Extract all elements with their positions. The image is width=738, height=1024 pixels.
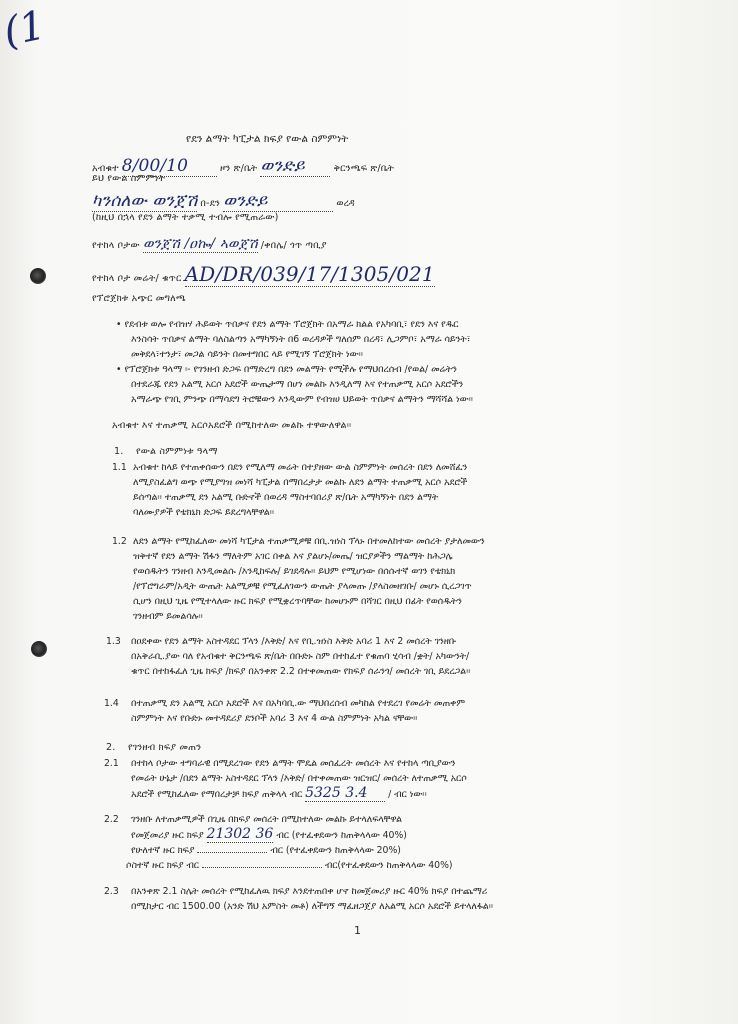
address-suffix: /ቀበሌ/ ጎጥ ጣቢያ — [260, 240, 327, 251]
punch-hole-bottom — [31, 641, 47, 657]
clause-line: አደሮች የሚከፈለው የማበረታቻ ክፍያ ጠቅላላ ብር — [131, 789, 303, 800]
total-amount-value: 5325 3.4 — [305, 786, 385, 802]
clause-line: በሚከታር ብር 1500.00 (አንድ ሽህ አምስት መቶ) ለችግኝ ማፈዘጋጀያ ለአልሚ አርሶ አደሮች ይተላለፋል፡፡ — [131, 901, 494, 912]
party-value: ካንሰለው ወንጀሽ — [92, 191, 198, 211]
clause-line: ዝቅተኛ የደን ልማት ሽፋን ማለትም አገር በቀል እና ያልሆኑ/መጤ/ ዝርያዎችን ማልማት ከሕጋሌ — [133, 551, 453, 562]
clause-line: ቁጥር በተከፋፈለ ጊዜ ክፍያ /ክፍያ በአንቀጽ 2.2 በተቀመጠው የክፍያ ሰራንጎ/ መሰረት ገቢ ይደረጋል፡፡ — [131, 666, 471, 677]
seller-label: አብቁተ — [92, 163, 119, 174]
bullet-1-line: እንስሳት ጥበቃና ልማት ባለስልጣን አማካኝነት በ6 ወረዳዎች ግለሰም በረዳ፣ ሊጋምቦ፣ አማራ ሳይንት፣ — [131, 334, 471, 345]
address-row — [92, 236, 327, 253]
address-value: ወንጀሽ /ዐኰ/ ኣወጀሽ — [142, 236, 258, 252]
party-region-value: ወንድይ — [223, 191, 333, 212]
clause-2-2 — [104, 812, 453, 873]
clause-num: 2.2 — [104, 814, 119, 825]
payment-label: የመጀመሪያ ዙር ክፍያ — [131, 830, 204, 841]
document-title: የደን ልማት ካፒታል ክፍያ የውል ስምምነት — [186, 133, 349, 145]
clause-line: /የፕሮግራም/አዲት ውጤት አልሚዎቹ የሚፈለገውን ውጤት ያላመጡ /ያላስመዘገቡ/ መሆኑ ሲረጋገጥ — [133, 581, 472, 592]
clause-1-3 — [106, 634, 470, 679]
payment-value: 21302 36 — [206, 826, 274, 842]
clause-1-4 — [104, 696, 465, 726]
bullet-2: • የፕሮጀክቱ ዓላማ ፡- የገንዘብ ድጋፍ በማድረግ በደን መልማት የሚችሉ የማህበረሰብ /የወል/ መሬትን በተደራጁ የደን አልሚ አርሶ አደሮች ውጤታማ በሆነ መልኩ እንዲለማ እና የተጠቃሚ አርሶ አደሮችን አማራጭ የገቢ ምንጭ በማሳደግ ትሮቹውን እንዲውም የብዝሀ ህይወት ጥበቃና ልማትን ማሻሻል ነው፡፡ — [116, 364, 473, 405]
clause-num: 1.2 — [112, 536, 127, 547]
clause-num: 1.4 — [104, 698, 119, 709]
agreement-intro: አብቁተ እና ተጠቃሚ አርሶአደሮች በሚከተለው መልኩ ተዋውለዋል፡፡ — [112, 420, 352, 431]
id-row — [92, 262, 435, 287]
branch-label: ዞን ጽ/ቤት — [219, 163, 258, 174]
project-label: የፕሮጀክቱ አጭር መግለጫ — [92, 293, 186, 304]
amount-suffix: / ብር ነው፡፡ — [388, 789, 427, 800]
payment-label: ሶስተኛ ዙር ክፍያ ብር — [126, 860, 199, 871]
party-row — [92, 191, 355, 212]
payment-note: ብር (የተፈቀደውን ከጠቅላላው 40%) — [276, 830, 407, 841]
clause-1-1 — [112, 460, 467, 520]
section-1-title: የውል ስምምነቱ ዓላማ — [135, 446, 218, 457]
clause-line: በተከላ ቦታው ተግባራዊ በሚደረገው የደን ልማት ሞዴል መሰፈረት መሰረት እና የተከላ ጣቢያውን — [131, 758, 456, 769]
clause-line: በአቅራቢ.ያው ባለ የአብቁተ ቅርንጫፍ ጽ/ቤት በቡድኑ ስም በተከፈተ የቁጠባ ሂሳብ /ቋት/ አካውንት/ — [131, 651, 470, 662]
handwritten-mark: (1 — [0, 2, 50, 56]
punch-hole-top — [30, 268, 46, 284]
party-label: በ-ደን — [200, 198, 221, 209]
payment-row-2 — [104, 843, 453, 858]
clause-2-3 — [104, 884, 493, 914]
region-label: ወረዳ — [336, 198, 355, 209]
clause-num: 1.1 — [112, 462, 127, 473]
clause-line: የመሬት ሁኔታ /በደን ልማት አስተዳደር ፕላን /እቅድ/ በተቀመጠው ዝርዝር/ መሰረት ለተጠቃሚ አርሶ — [131, 773, 467, 784]
clause-1-2 — [112, 534, 485, 624]
party-note: (ከዚህ በኋላ የደን ልማት ተቃሚ ተብሎ የሚጠራው) — [92, 212, 279, 223]
clause-line: ገንዘቡ ለተጠቃሚዎች በጊዜ በክፍያ መሰረት በሚከተለው መልኩ ይተላለፍላቸዋል — [131, 814, 402, 825]
clause-line: በዐደቀው የደን ልማት አስተዳደር ፕላን /እቅድ/ እና የቢ.ዝነስ እቅድ አባሪ 1 እና 2 መሰረት ገንዘቡ — [131, 636, 456, 647]
seller-value: 8/00/10 — [122, 156, 217, 177]
payment-row-3 — [104, 858, 453, 873]
clause-line: አብቁተ ከላይ የተጠቀሰውን በደን የሚለማ መሬት በተያዘው ውል ስምምነት መሰረት በደን ለመሸፈን — [133, 462, 468, 473]
clause-line: ለሚያስፈልግ ወጭ የሚያግዝ መነሻ ካፒታል በማበረታታ መልኩ ለደን ልማት ተጠቃሚ አርሶ አደሮች — [133, 477, 468, 488]
clause-num: 2.1 — [104, 758, 119, 769]
bullet-1-line: መቅደላ፣ተንታ፣ መጋል ሳይንት በመተግበር ላይ የሚገኝ ፕሮጀክት ነው፡፡ — [131, 349, 363, 360]
clause-line: ስምምነት እና የቡድኑ መተዳደሪያ ደንቦች አባሪ 3 እና 4 ውል ስምምነት አካል ናቸው፡፡ — [131, 713, 418, 724]
clause-line: ባለሙያዎች የቴክኒክ ድጋፍ ይደረግላቸዋል፡፡ — [133, 507, 275, 518]
payment-note: ብር (የተፈቀደውን ከጠቅላላው 20%) — [270, 845, 401, 856]
clause-num: 1.3 — [106, 636, 121, 647]
bullet-1-line: የደብቱ ወሎ የብዝሃ ሕይወት ጥበቃና የደን ልማት ፕሮጀክት በአማራ ክልል የአካባቢ፣ የደን እና የዱር — [124, 319, 459, 330]
bullet-2-line: የፕሮጀክቱ ዓላማ ፡- የገንዘብ ድጋፍ በማድረግ በደን መልማት የሚችሉ የማህበረሰብ /የወል/ መሬትን — [124, 364, 457, 375]
section-2-title: የገንዘብ ክፍያ መጠን — [127, 742, 202, 753]
section-1-num: 1. — [114, 446, 124, 457]
page-number: 1 — [354, 924, 361, 937]
bullet-1: • የደብቱ ወሎ የብዝሃ ሕይወት ጥበቃና የደን ልማት ፕሮጀክት በአማራ ክልል የአካባቢ፣ የደን እና የዱር እንስሳት ጥበቃና ልማት ባለስልጣን አማካኝነት በ6 ወረዳዎች ግለሰም በረዳ፣ ሊጋምቦ፣ አማራ ሳይንት፣ መቅደላ፣ተንታ፣ መጋል ሳይንት በመተግበር ላይ የሚገኝ ፕሮጀክት ነው፡፡ — [116, 319, 471, 360]
id-label: የተከላ ቦታ መሬት/ ቁጥር — [92, 273, 182, 284]
clause-line: በአንቀጽ 2.1 ስሌት መሰረት የሚከፈለዉ ክፍያ እንደተጠበቀ ሆኖ ከመጀመሪያ ዙር 40% ክፍያ በተጨማሪ — [131, 886, 488, 897]
clause-2-1 — [104, 756, 467, 802]
clause-line: የወሰዱትን ገንዘብ እንዲመልሱ /እንዲከፍሉ/ ይገደዳሉ፡፡ ይህም የሚሆነው በሰሱተኛ ወገን የቴክኒክ — [133, 566, 456, 577]
clause-line: በተጠቃሚ ደን አልሚ አርሶ አደሮች እና በአካባቢ.ው ማህበረሰብ መካከል የተደረገ የመሬት መጠቀም — [131, 698, 465, 709]
payment-row-1 — [104, 827, 453, 843]
section-2-heading — [106, 742, 201, 753]
branch-value: ወንድይ — [260, 156, 330, 177]
bullet-2-line: አማራጭ የገቢ ምንጭ በማሳደግ ትሮቹውን እንዲውም የብዝሀ ህይወት ጥበቃና ልማትን ማሻሻል ነው፡፡ — [131, 394, 473, 405]
contract-label: ይህ የውል ስምምነት — [92, 173, 166, 184]
address-label: የተከላ ቦታው — [92, 240, 140, 251]
payment-value — [197, 852, 267, 853]
clause-line: ይሰጣል፡፡ ተጠቃሚ ደን አልሚ ቡድኖች በወረዳ ማስተባበሪያ ጽ/ቤት አማካኝነት በደን ልማት — [133, 492, 439, 503]
id-value: AD/DR/039/17/1305/021 — [184, 262, 435, 286]
clause-line: ለደን ልማት የሚከፈለው መነሻ ካፒታል ተጠቃሚዎቹ በቢ.ዝነስ ፕላኑ በተመለከተው መሰረት ያታለመውን — [133, 536, 485, 547]
payment-value — [202, 867, 322, 868]
clause-num: 2.3 — [104, 886, 119, 897]
section-1-heading — [114, 446, 218, 457]
subbranch-label: ቅርንጫፍ ጽ/ቤት — [333, 163, 395, 174]
section-2-num: 2. — [106, 742, 116, 753]
payment-note: ብር(የተፈቀደውን ከጠቅላላው 40%) — [324, 860, 453, 871]
payment-label: የሁለተኛ ዙር ክፍያ — [131, 845, 195, 856]
bullet-2-line: በተደራጁ የደን አልሚ አርሶ አደሮች ውጤታማ በሆነ መልኩ እንዲለማ እና የተጠቃሚ አርሶ አደሮችን — [131, 379, 464, 390]
clause-line: ሲሆን በዚህ ጊዜ የሚተላለው ዙር ክፍያ የሚቋረጥባቸው ከመሆኑም በሻገር በዚህ በፊት የወሰዱትን — [133, 596, 462, 607]
clause-line: ገንዘብም ይመልሳሉ፡፡ — [133, 611, 203, 622]
